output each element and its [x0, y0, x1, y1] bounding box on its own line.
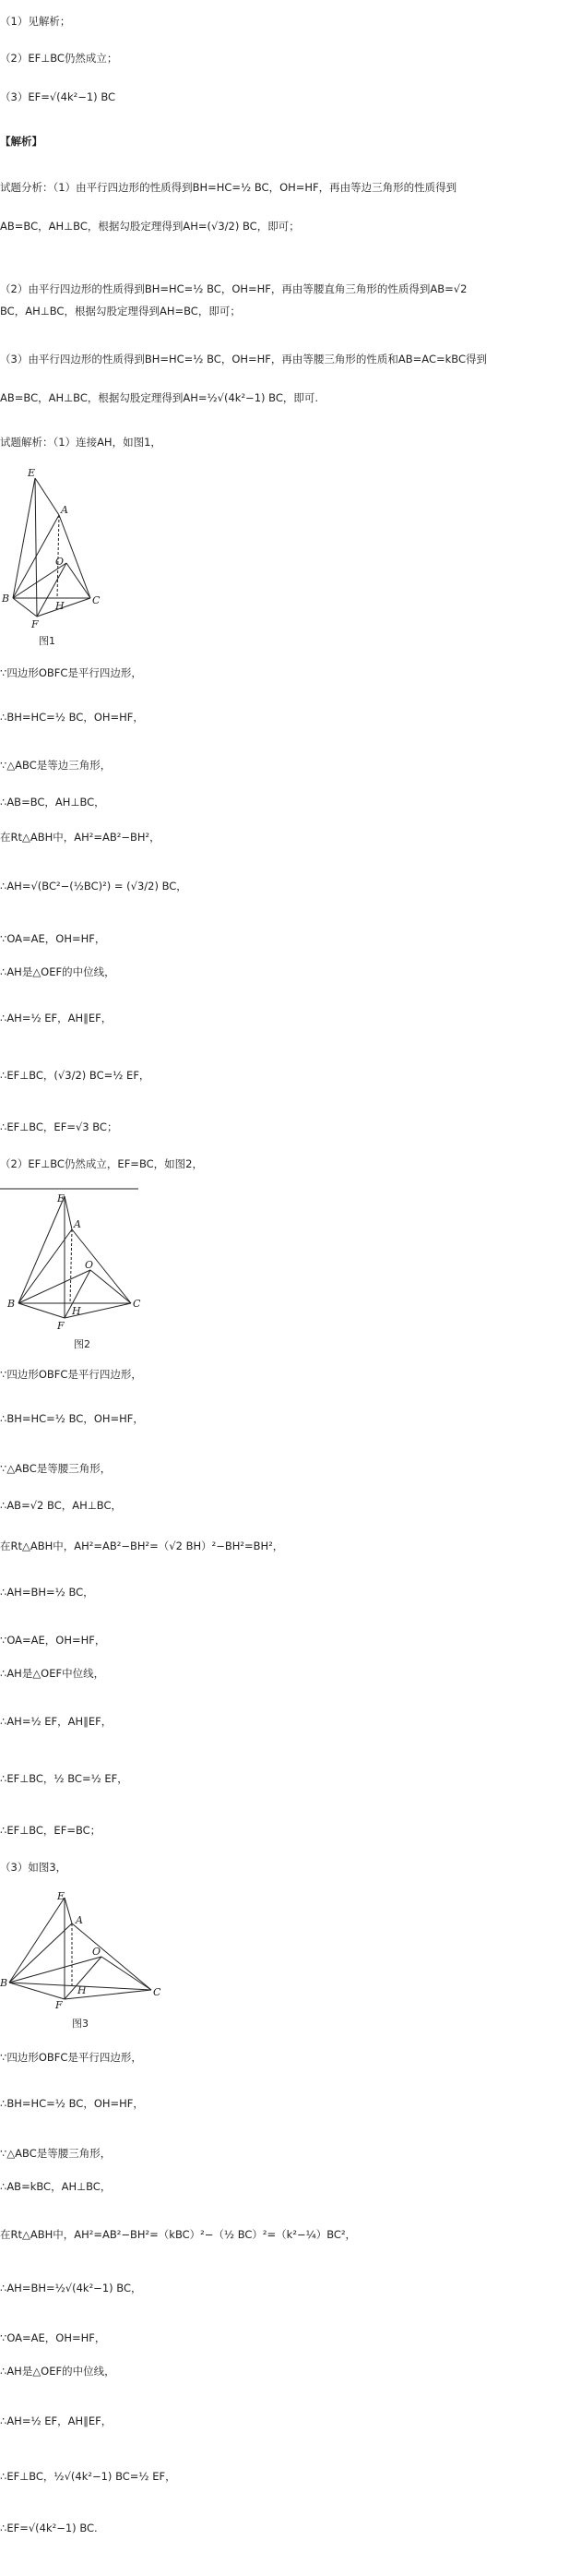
fig2-label-B: B [7, 1298, 16, 1310]
p3-line-5: 在Rt△ABH中，AH²=AB²−BH²=（kBC）²−（½ BC）²=（k²−¼）BC²， [0, 2228, 357, 2241]
fig3-label-B: B [0, 1977, 8, 1989]
fig1-label-O: O [55, 556, 65, 568]
p3-line-4: ∴AB=kBC，AH⊥BC， [0, 2180, 112, 2193]
p3-line-3: ∵△ABC是等腰三角形， [0, 2147, 112, 2160]
fig1-label-E: E [28, 467, 36, 479]
figure-3 [0, 1887, 166, 2016]
p3-line-11: ∴EF=√(4k²−1) BC. [0, 2522, 98, 2534]
analysis-p2b: BC，AH⊥BC，根据勾股定理得到AH=BC，即可； [0, 305, 241, 318]
fig3-label-O: O [92, 1946, 101, 1958]
p2-line-12: （3）如图3， [0, 1861, 67, 1874]
figure-2-caption: 图2 [74, 1338, 90, 1350]
p1-line-4: ∴AB=BC，AH⊥BC， [0, 796, 105, 809]
fig1-label-A: A [61, 504, 68, 516]
analysis-p3a: （3）由平行四边形的性质得到BH=HC=½ BC，OH=HF，再由等腰三角形的性质和AB=AC=kBC得到 [0, 353, 488, 365]
p2-line-4: ∴AB=√2 BC，AH⊥BC， [0, 1499, 122, 1512]
fig1-label-B: B [2, 593, 10, 605]
p2-line-8: ∴AH是△OEF中位线， [0, 1667, 105, 1680]
fig3-label-A: A [76, 1914, 83, 1926]
figure-2 [0, 1181, 148, 1338]
p2-line-7: ∵OA=AE，OH=HF， [0, 1634, 106, 1647]
fig2-label-C: C [133, 1298, 141, 1310]
p1-line-8: ∴AH是△OEF的中位线， [0, 965, 115, 978]
fig2-label-A: A [74, 1218, 81, 1230]
p2-line-2: ∴BH=HC=½ BC，OH=HF， [0, 1412, 144, 1425]
p1-line-2: ∴BH=HC=½ BC，OH=HF， [0, 711, 144, 724]
p3-line-8: ∴AH是△OEF的中位线， [0, 2365, 115, 2378]
answer-1: （1）见解析； [0, 15, 71, 28]
fig2-label-F: F [57, 1320, 65, 1332]
analysis-p3b: AB=BC，AH⊥BC，根据勾股定理得到AH=½√(4k²−1) BC，即可. [0, 391, 319, 404]
p1-line-7: ∵OA=AE，OH=HF， [0, 932, 106, 945]
analysis-p2a: （2）由平行四边形的性质得到BH=HC=½ BC，OH=HF，再由等腰直角三角形的性质得到AB=√2 [0, 282, 468, 295]
p2-line-5: 在Rt△ABH中，AH²=AB²−BH²=（√2 BH）²−BH²=BH²， [0, 1540, 284, 1552]
p1-line-9: ∴AH=½ EF，AH∥EF， [0, 1012, 113, 1024]
fig3-label-F: F [55, 1999, 63, 2011]
p2-line-3: ∵△ABC是等腰三角形， [0, 1462, 112, 1475]
analysis-title: 【解析】 [0, 135, 42, 148]
figure-3-caption: 图3 [72, 2018, 89, 2030]
p3-line-9: ∴AH=½ EF，AH∥EF， [0, 2414, 113, 2427]
p3-line-6: ∴AH=BH=½√(4k²−1) BC， [0, 2282, 142, 2294]
p1-line-10: ∴EF⊥BC，(√3/2) BC=½ EF， [0, 1069, 150, 1082]
p3-line-7: ∵OA=AE，OH=HF， [0, 2331, 106, 2344]
analysis-p1a: 试题分析：（1）由平行四边形的性质得到BH=HC=½ BC，OH=HF，再由等边三角形的性质得到 [0, 181, 457, 194]
answer-2: （2）EF⊥BC仍然成立； [0, 52, 118, 65]
p3-line-1: ∵四边形OBFC是平行四边形， [0, 2051, 142, 2064]
p1-line-1: ∵四边形OBFC是平行四边形， [0, 666, 142, 679]
p3-line-2: ∴BH=HC=½ BC，OH=HF， [0, 2097, 144, 2110]
fig2-label-O: O [85, 1259, 94, 1271]
answer-3: （3）EF=√(4k²−1) BC [0, 90, 116, 103]
p2-line-11: ∴EF⊥BC，EF=BC； [0, 1824, 101, 1837]
p1-line-6: ∴AH=√(BC²−(½BC)²) = (√3/2) BC， [0, 880, 187, 893]
fig3-label-H: H [77, 1984, 87, 1996]
p2-line-9: ∴AH=½ EF，AH∥EF， [0, 1715, 113, 1728]
p2-line-6: ∴AH=BH=½ BC， [0, 1586, 94, 1599]
analysis-p1b: AB=BC，AH⊥BC，根据勾股定理得到AH=(√3/2) BC，即可； [0, 220, 300, 233]
fig1-label-H: H [55, 600, 65, 612]
fig2-label-E: E [57, 1192, 65, 1204]
fig2-label-H: H [72, 1305, 81, 1317]
p2-line-1: ∵四边形OBFC是平行四边形， [0, 1368, 142, 1381]
fig1-label-C: C [92, 594, 101, 606]
p3-line-10: ∴EF⊥BC，½√(4k²−1) BC=½ EF， [0, 2470, 176, 2483]
fig3-label-E: E [57, 1890, 65, 1902]
fig3-label-C: C [153, 1986, 161, 1998]
p1-line-5: 在Rt△ABH中，AH²=AB²−BH²， [0, 831, 160, 844]
solution-intro: 试题解析：（1）连接AH，如图1， [0, 436, 161, 449]
figure-1-caption: 图1 [39, 635, 55, 647]
p2-line-10: ∴EF⊥BC，½ BC=½ EF， [0, 1772, 128, 1785]
p1-line-11: ∴EF⊥BC，EF=√3 BC； [0, 1120, 118, 1133]
p1-line-3: ∵△ABC是等边三角形， [0, 759, 112, 772]
p1-line-12: （2）EF⊥BC仍然成立，EF=BC，如图2， [0, 1157, 203, 1170]
fig1-label-F: F [31, 618, 39, 630]
figure-1 [0, 461, 138, 646]
